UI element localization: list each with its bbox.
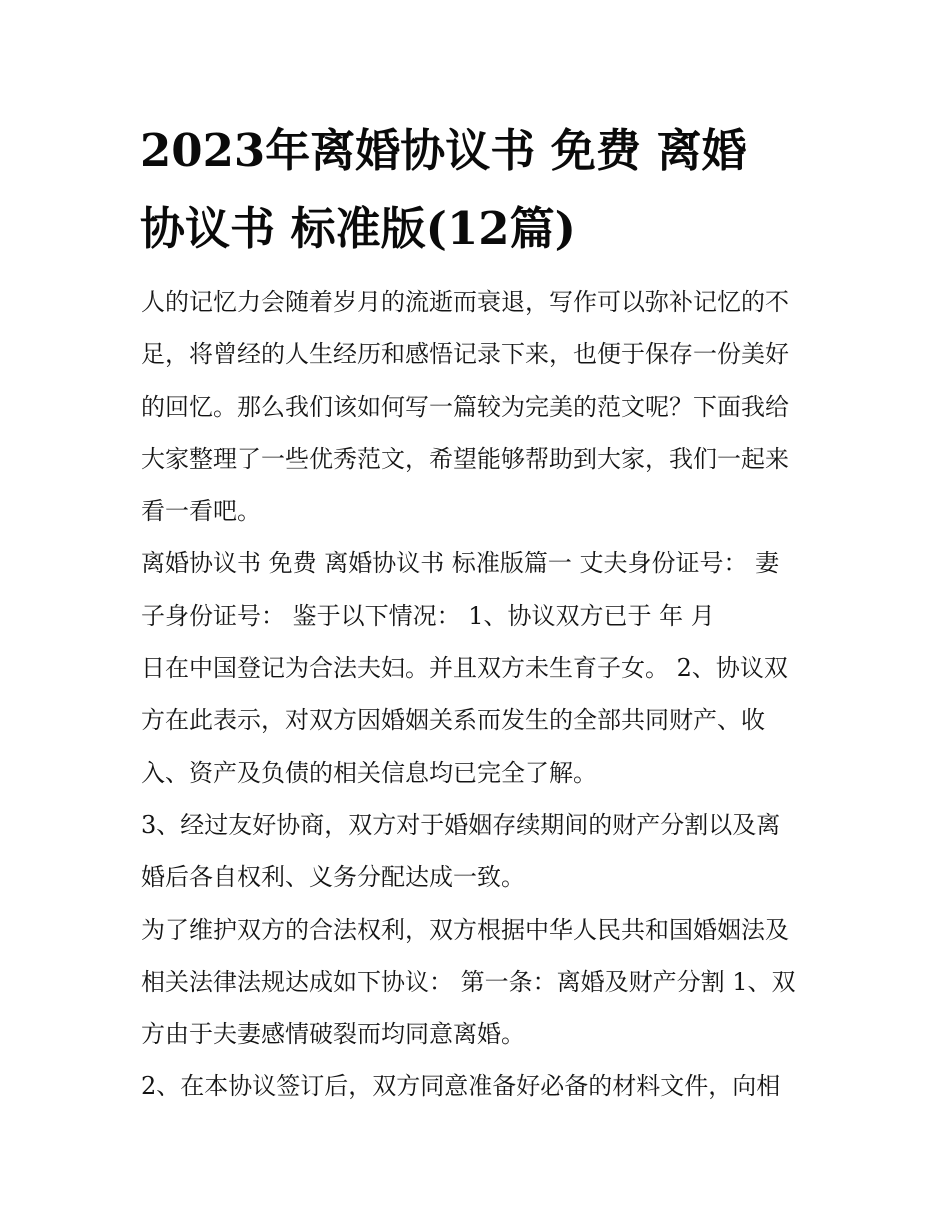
body-line-16: 2、在本协议签订后，双方同意准备好必备的材料文件，向相 <box>141 1072 781 1101</box>
body-line-3: 的回忆。那么我们该如何写一篇较为完美的范文呢？下面我给 <box>141 392 789 421</box>
body-line-7: 子身份证号： 鉴于以下情况： 1、协议双方已于 年 月 <box>141 601 715 630</box>
body-line-2: 足，将曾经的人生经历和感悟记录下来，也便于保存一份美好 <box>141 340 789 369</box>
body-line-1: 人的记忆力会随着岁月的流逝而衰退，写作可以弥补记忆的不 <box>141 288 789 316</box>
body-line-12: 婚后各自权利、义务分配达成一致。 <box>141 863 525 892</box>
title-line-1: 2023年离婚协议书 免费 离婚 <box>140 124 747 177</box>
body-line-13: 为了维护双方的合法权利，双方根据中华人民共和国婚姻法及 <box>141 915 789 944</box>
body-line-15: 方由于夫妻感情破裂而均同意离婚。 <box>141 1020 525 1049</box>
document-title <box>140 112 820 268</box>
title-line-2: 协议书 标准版(12篇) <box>140 202 576 255</box>
body-line-4: 大家整理了一些优秀范文，希望能够帮助到大家，我们一起来 <box>141 444 789 473</box>
body-line-5: 看一看吧。 <box>141 497 261 526</box>
body-line-6: 离婚协议书 免费 离婚协议书 标准版篇一 丈夫身份证号： 妻 <box>141 549 780 578</box>
body-line-10: 入、资产及负债的相关信息均已完全了解。 <box>141 758 597 787</box>
document-body <box>141 276 831 1113</box>
body-line-8: 日在中国登记为合法夫妇。并且双方未生育子女。 2、协议双 <box>141 654 788 683</box>
body-line-9: 方在此表示，对双方因婚姻关系而发生的全部共同财产、收 <box>141 706 765 735</box>
body-line-14: 相关法律法规达成如下协议： 第一条：离婚及财产分割 1、双 <box>141 967 796 996</box>
body-line-11: 3、经过友好协商，双方对于婚姻存续期间的财产分割以及离 <box>141 810 781 839</box>
